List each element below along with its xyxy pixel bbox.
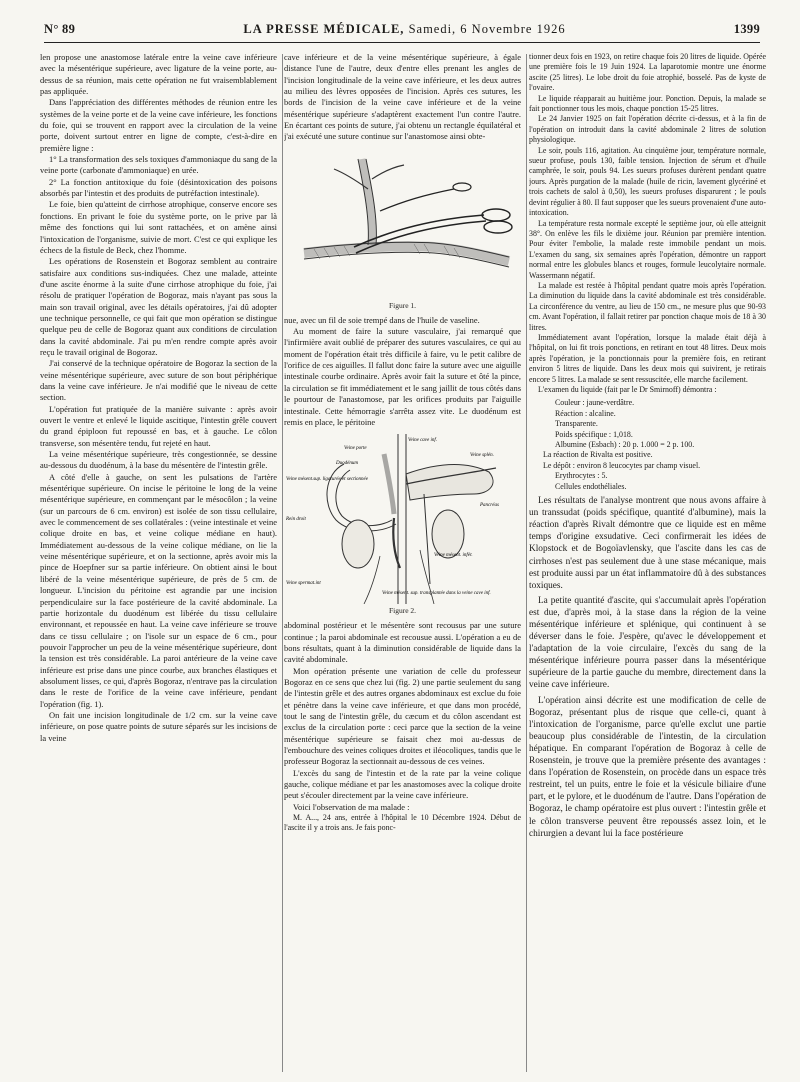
paragraph: L'opération ainsi décrite est une modification de celle de Bogoraz, présentant plus de risque que celle-ci, quant à l'intoxication de l'organisme, parce qu'elle exclut une partie beaucoup plus considérable de l'intestin, de la circulation hépatique. En comparant l'opération de Bogoraz à celle de Rosenstein, je trouve que la première présente des avantages : dans l'opération de Rosenstein, on procède dans un espace très restreint, tel un puits, entre le foie et la vésicule biliaire d'une part, et le pylore, et le duodénum de l'autre. Dans l'opération de Bogoraz, le champ opératoire est plus ouvert : l'intestin grêle et le côlon transverse peuvent être repoussés assez loin, et le chirurgien a devant lui la face postérieure [529,695,766,839]
label-duodenum: Duodénum [336,461,358,467]
figure-2 [284,434,521,616]
label-veine-mesent-transpl: Veine mésent. sup. transplantée dans la veine cave inf. [382,591,491,597]
list-item: Le dépôt : environ 8 leucocytes par champ visuel. [543,460,701,470]
figure-1-caption: Figure 1. [388,300,417,310]
label-veine-cave-inf: Veine cave inf. [408,438,438,444]
paragraph: M. A..., 24 ans, entrée à l'hôpital le 10 Décembre 1924. Début de l'ascite il y a trois ans. Je fais ponc- [284,813,521,833]
paragraph: tionner deux fois en 1923, on retire chaque fois 20 litres de liquide. Opérée une première fois le 19 Juin 1924. La laparotomie montre une énorme ascite (25 litres). Le lobe droit du foie atrophié, bosselé. Pas de kyste de l'ovaire. [529,52,766,93]
label-veine-mesent-sup: Veine mésent.sup. ligaturée et sectionnée [286,477,368,483]
paragraph: nue, avec un fil de soie trempé dans de l'huile de vaseline. [284,314,480,325]
paragraph: Les opérations de Rosenstein et Bogoraz semblent au contraire satisfaire aux conditions sus-indiquées. Chez une malade, atteinte d'une ascite énorme à la suite d'une cirrhose atrophique du foie, j'ai résolu de pratiquer l'opération de Bogoraz, mais n'ayant pas sous la main son travail original, avec les détails opératoires, j'ai dû adopter une technique personnelle, ce qui fait que mon opération se distingue quelque peu de celle de Bogoraz quant aux conditions de circulation dans la cavité abdominale. J'ai pu m'en rendre compte après avoir reçu le travail original de Bogoraz. [40,256,277,357]
column-3 [529,52,766,1072]
issue-date: Samedi, 6 Novembre 1926 [408,22,566,36]
list-item: Erythrocytes : 5. [555,471,608,481]
paragraph: Immédiatement avant l'opération, lorsque la malade était déjà à l'hôpital, on lui fit trois ponctions, en retirant en tout 48 litres. Deux mois après l'opération, je la ponctionnais pour la première fois, en retirant environ 5 litres de liquide. Dans les deux mois qui suivirent, je retirais encore 5 litres. La malade se sent ressuscitée, elle marche facilement. [529,332,766,384]
header-rule [44,42,760,43]
paragraph: Le soir, pouls 116, agitation. Au cinquième jour, température normale, sueur profuse, pouls 130, faible tension. Injection de sérum et d'huile camphrée, le soir, pouls 94. Les sueurs profuses durèrent pendant quatre jours. Après purgation de la malade (huile de ricin, lavement glycériné et trois cachets de salol à 0,50), les sueurs profuses disparurent ; le pouls devint régulier à 80. Il faut supposer que les sueurs provenaient d'une auto-intoxication. [529,145,766,218]
paragraph: Au moment de faire la suture vasculaire, j'ai remarqué que l'infirmière avait oublié de préparer des sutures vasculaires, ce qui au moment de l'opération était très difficile à faire, vu le petit calibre de l'orifice de ces aiguilles. Il fallut donc faire la suture avec une aiguille intestinale courbe ordinaire. Après avoir fait la suture et ôté la pince, la circulation se fit immédiatement et le sang jaillit de tous côtés dans le pourtour de l'anastomose, par les orifices produits par l'aiguille intestinale. Cette hémorragie s'arrêta assez vite. Le duodénum est remis en place, le péritoine [284,326,521,427]
paragraph: L'excès du sang de l'intestin et de la rate par la veine colique gauche, colique médiane et par les anastomoses avec la colique droite peut s'écouler directement par la veine cave inférieure. [284,767,521,801]
label-pancreas: Pancréas [480,503,499,509]
label-veine-splen: Veine splén. [470,453,494,459]
list-item: Couleur : jaune-verdâtre. [555,398,635,408]
paragraph: La température resta normale excepté le septième jour, où elle atteignit 38°. On enlève les fils le dixième jour. Réunion par première intention. Pour éviter l'embolie, la malade reste immobile pendant un mois. L'examen du sang, six semaines après l'opération, démontre un rapport normal entre les globules blancs et rouges, formule leucolytaire normale. Wassermann négatif. [529,218,766,280]
list-item: Albumine (Esbach) : 20 p. 1.000 = 2 p. 100. [555,440,695,450]
page-number: 1399 [733,22,760,36]
label-veine-spermat: Veine spermat.int [286,581,321,587]
column-1 [40,52,277,1072]
paragraph: cave inférieure et de la veine mésentérique supérieure, à égale distance l'une de l'autre, deux d'entre elles prenant les angles de l'incision longitudinale de la veine cave inférieure, et les deux autres au milieu des lèvres opposées de l'incision. Après ces sutures, les bords de l'incision de la veine cave inférieure et de la veine mésentérique supérieure s'adaptèrent exactement l'un contre l'autre. En écartant ces points de suture, j'ai obtenu un rectangle équilatéral et j'ai exécuté une suture continue sur l'anastomose ainsi obte- [284,52,521,142]
paragraph: J'ai conservé de la technique opératoire de Bogoraz la section de la veine mésentérique supérieure, avec suture de son bout périphérique dans la veine cave inférieure. Je n'ai modifié que le niveau de cette section. [40,358,277,403]
paragraph: Le foie, bien qu'atteint de cirrhose atrophique, conserve encore ses fonctions. En privant le foie du système porte, on le prive par là même des fonctions qui lui sont rattachées, et on amène ainsi l'intoxication de l'organisme, suivie de mort. C'est ce qui explique les échecs de la fistule de Beck, chez l'homme. [40,199,277,255]
label-rein-droit: Rein droit [286,517,306,523]
paragraph: 2° La fonction antitoxique du foie (désintoxication des poisons absorbés par l'intestin et des produits de putréfaction intestinale). [40,176,277,199]
paragraph: La malade est restée à l'hôpital pendant quatre mois après l'opération. La diminution du liquide dans la cavité abdominale est très considérable. La circonférence du ventre, au lieu de 150 cm., ne mesure plus que 90-93 cm. Avant l'opération, il fallait retirer par ponction chaque mois de 18 à 30 litres. [529,280,766,332]
paragraph: 1° La transformation des sels toxiques d'ammoniaque du sang de la veine porte (carbonate d'ammoniaque) en urée. [40,154,277,176]
list-item: Transparente. [555,419,598,429]
paragraph: On fait une incision longitudinale de 1/2 cm. sur la veine cave inférieure, on pose quatre points de suture séparés sur les incisions de la veine [40,709,277,743]
paragraph: Voici l'observation de ma malade : [293,801,410,812]
paragraph: La petite quantité d'ascite, qui s'accumulait après l'opération est due, d'après moi, à la stase dans la région de la veine mésentérique inférieure et splénique, qui continuent à se déverser dans le foie. J'espère, qu'avec le développement et l'adaptation de la voie circulaire, l'excès du sang de la mésentérique inférieure pourra passer dans la mésentérique supérieure de la partie gauche du membre, directement dans la veine cave inférieure. [529,595,766,691]
paragraph: Mon opération présente une variation de celle du professeur Bogoraz en ce sens que chez lui (fig. 2) une partie seulement du sang de l'intestin grêle et des autres organes abdominaux est exclue du foie et pénètre dans la veine cave inférieure, et que dans mon procédé, tout le sang de l'intestin grêle, du cæcum et du côlon ascendant est exclus de la circulation porte : ceci parce que la section de la veine mésentérique supérieure se faisait chez moi au-dessus de l'embouchure des veines coliques droites et iléocoliques, tandis que le professeur Bogoraz la sectionnait au-dessous de ces veines. [284,665,521,767]
paragraph: Le 24 Janvier 1925 on fait l'opération décrite ci-dessus, et à la fin de l'opération on introduit dans la cavité abdominale 2 litres de solution physiologique. [529,114,766,145]
list-item: Réaction : alcaline. [555,408,616,418]
paragraph: len propose une anastomose latérale entre la veine cave inférieure avec la mésentérique supérieure, avec ligature de la veine porte, au-dessus de sa réunion, mais cette opération ne fut vraisemblablement pas appliquée. [40,52,277,97]
journal-title-line [243,22,565,37]
list-item: Cellules endothéliales. [555,481,627,491]
paragraph: A côté d'elle à gauche, on sent les pulsations de l'artère mésentérique supérieure. On incise le péritoine le long de la veine mésentérique supérieure, en commençant par le mésocôlon ; la veine (sur un parcours de 6 cm. environ) est isolée de son tissu cellulaire, avec le commencement de ses collatérales : (veine intestinale et veine colique droite en bas, et veine colique médiane en haut). Immédiatement au-dessous de la veine colique médiane, on lie la veine mésentérique supérieure, et on la sectionne, après avoir mis la pince de Hoepfner sur sa partie inférieure. On obtient ainsi le bout libéré de la veine mésentérique supérieure, de près de 5 cm. de longueur. L'incision du péritoine est agrandie par une incision perpendiculaire sur la face postérieure de la cavité abdominale. La partie horizontale du duodénum est libérée du tissu cellulaire environnant, et repoussée en haut. La veine cave inférieure se trouve dans ce tissu cellulaire ; on l'isole sur un espace de 6 cm., pour pouvoir l'approcher un peu de la veine mésentérique supérieure, dont la tension est très considérable. La paroi antérieure de la veine cave inférieure est prise dans une pince courbe, aux branches élastiques et absolument lisses, ce qui, d'après Bogoraz, n'entrave pas la circulation dans le reste de l'orifice de la veine cave inférieure, pendant l'opération (fig. 1). [40,471,277,709]
column-2 [284,52,521,1072]
figure-2-caption: Figure 2. [388,606,417,616]
paragraph: Le liquide réapparait au huitième jour. Ponction. Depuis, la malade se fait ponctionner tous les mois, chaque ponction 15-25 litres. [529,93,766,114]
figure-1 [284,149,521,311]
paragraph: L'opération fut pratiquée de la manière suivante : après avoir ouvert le ventre et enlevé le liquide ascitique, l'intestin grêle couvert du grand épiploon fut repoussé en bas, et à gauche. Le côlon transverse, son mésentère tendu, fut rejeté en haut. [40,403,277,448]
paragraph: Les résultats de l'analyse montrent que nous avons affaire à un transsudat (poids spécifique, quantité d'albumine), mais la réaction d'après Rivalt démontre que ce liquide est en même temps d'origine exsudative. Ceci confirmerait les idées de Klopstock et de Bogoïavlensky, que l'ascite dans les cas de cirrhoses n'est pas seulement due à une stase mécanique, mais est produite aussi par un état inflammatoire dû à des substances toxiques. [529,496,766,591]
paragraph: Dans l'appréciation des différentes méthodes de réunion entre les systèmes de la veine porte et de la veine cave inférieure, les fonctions du foie, qui se trouvent en rapport avec la circulation de la veine porte, doivent surtout entrer en ligne de compte, c'est-à-dire en première ligne : [40,97,277,153]
label-veine-mesent-infer: Veine mésent. infér. [434,553,473,559]
article-body [40,52,766,1072]
label-veine-porte: Veine porte [344,446,367,452]
paragraph: L'examen du liquide (fait par le Dr Smirnoff) démontra : [538,385,717,394]
list-item: La réaction de Rivalta est positive. [543,450,653,460]
page-header [44,22,760,40]
paragraph: La veine mésentérique supérieure, très congestionnée, se dessine au-dessous du duodénum, à la base du mésentère de l'intestin grêle. [40,449,277,471]
issue-number: N° 89 [44,22,76,36]
paragraph: abdominal postérieur et le mésentère sont recousus par une suture continue ; la paroi abdominale est recousue aussi. L'opération a eu de bons résultats, quant à la diminution considérable de liquide dans la cavité abdominale. [284,620,521,665]
journal-title: LA PRESSE MÉDICALE, [243,22,405,36]
list-item: Poids spécifique : 1,018. [555,429,633,439]
surgical-clamp-illustration [284,149,521,299]
abdominal-veins-diagram [284,434,521,604]
